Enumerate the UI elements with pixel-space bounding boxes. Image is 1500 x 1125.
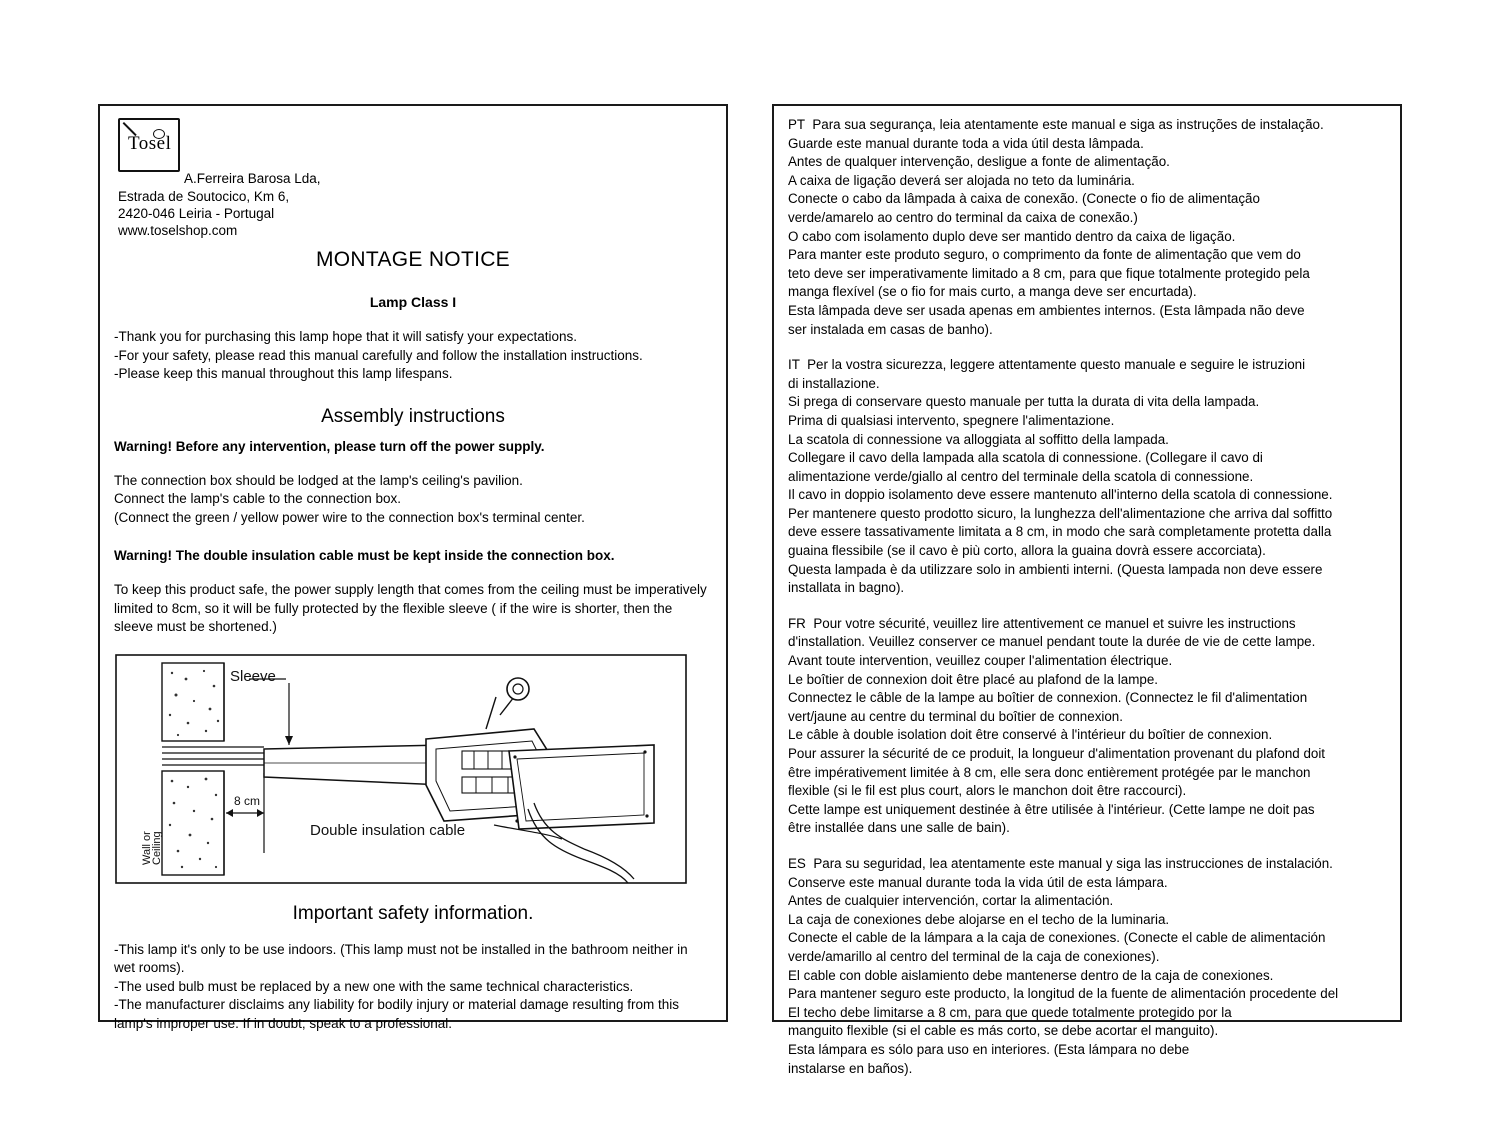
fr-line-12: être installée dans une salle de bain).: [788, 820, 1010, 836]
fr-line-7: Le câble à double isolation doit être conservé à l'intérieur du boîtier de connexion.: [788, 727, 1273, 743]
es-line-12: instalarse en baños).: [788, 1060, 913, 1076]
pt-line-10: manga flexível (se o fio for mais curto, a manga deve ser encurtada).: [788, 284, 1197, 300]
es-line-5: Conecte el cable de la lámpara a la caja de conexiones. (Conecte el cable de alimentación: [788, 930, 1326, 946]
safety-line-2: -The used bulb must be replaced by a new one with the same technical characteristics.: [114, 978, 634, 994]
intro-line-2: -For your safety, please read this manual carefully and follow the installation instructions.: [114, 347, 643, 363]
es-line-8: Para mantener seguro este producto, la longitud de la fuente de alimentación procedente del: [788, 986, 1339, 1002]
pt-line-6: verde/amarelo ao centro do terminal da caixa de conexão.): [788, 209, 1138, 225]
assembly-steps: [114, 472, 712, 528]
fr-line-3: Avant toute intervention, veuillez couper l'alimentation électrique.: [788, 653, 1173, 669]
warning-power-supply: Warning! Before any intervention, please turn off the power supply.: [114, 438, 545, 454]
it-line-2: di installazione.: [788, 375, 880, 391]
pt-line-12: ser instalada em casas de banho).: [788, 321, 993, 337]
assembly-step-2: Connect the lamp's cable to the connection box.: [114, 491, 402, 506]
measure-label: 8 cm: [234, 793, 261, 808]
it-line-11: guaina flessibile (se il cavo è più corto, allora la guaina dovrà essere accorciata).: [788, 543, 1266, 559]
it-line-1: Per la vostra sicurezza, leggere attentamente questo manuale e seguire le istruzioni: [807, 357, 1306, 373]
instruction-panel-english: [98, 104, 728, 1031]
language-code-es: ES: [788, 855, 806, 871]
it-line-7: alimentazione verde/giallo al centro del terminale della scatola di connessione.: [788, 468, 1254, 484]
tosel-logo-icon: [118, 118, 180, 172]
pt-line-1: Para sua segurança, leia atentamente este manual e siga as instruções de instalação.: [812, 117, 1324, 132]
intro-paragraph: [114, 328, 712, 384]
instruction-panel-translations: [772, 104, 1402, 1076]
pt-line-7: O cabo com isolamento duplo deve ser mantido dentro da caixa de ligação.: [788, 228, 1236, 244]
intro-line-3: -Please keep this manual throughout this lamp lifespans.: [114, 366, 453, 381]
language-block-pt: [788, 116, 1386, 339]
safety-line-1: -This lamp it's only to be use indoors. (This lamp must not be installed in the bathroom neither in wet rooms).: [114, 941, 688, 975]
pt-line-3: Antes de qualquer intervenção, desligue a fonte de alimentação.: [788, 154, 1170, 170]
pt-line-8: Para manter este produto seguro, o comprimento da fonte de alimentação que vem do: [788, 247, 1301, 263]
it-line-5: La scatola di connessione va alloggiata al soffitto della lampada.: [788, 431, 1169, 447]
safety-length-paragraph: To keep this product safe, the power supply length that comes from the ceiling must be imperatively limited to 8cm, so it will be fully protected by the flexible sleeve ( if the wire is shorter, then the sleeve must be shortened.): [114, 582, 707, 634]
fr-line-6: vert/jaune au centre du terminal du boîtier de connexion.: [788, 708, 1123, 724]
page-title: MONTAGE NOTICE: [316, 248, 510, 271]
fr-line-4: Le boîtier de connexion doit être placé au plafond de la lampe.: [788, 671, 1158, 687]
address-line-2: 2420-046 Leiria - Portugal: [118, 206, 275, 221]
safety-line-3: -The manufacturer disclaims any liability for bodily injury or material damage resulting from this lamp's improper use. If in doubt; speak to a professional.: [114, 997, 679, 1031]
fr-line-11: Cette lampe est uniquement destinée à être utilisée à l'intérieur. (Cette lampe ne doit pas: [788, 801, 1315, 817]
lamp-class-subtitle: Lamp Class I: [369, 294, 457, 310]
logo-ring-icon: [153, 129, 165, 139]
safety-info-heading: Important safety information.: [292, 902, 534, 924]
it-line-12: Questa lampada è da utilizzare solo in ambienti interni. (Questa lampada non deve essere: [788, 561, 1323, 577]
company-name: A.Ferreira Barosa Lda,: [184, 171, 321, 186]
sleeve-label-text: Sleeve: [230, 667, 276, 685]
fr-line-2: d'installation. Veuillez conserver ce manuel pendant toute la durée de vie de cette lampe.: [788, 634, 1316, 650]
es-line-6: verde/amarillo al centro del terminal de la caja de conexiones).: [788, 948, 1160, 964]
es-line-10: manguito flexible (si el cable es más corto, se debe acortar el manguito).: [788, 1023, 1219, 1039]
es-line-9: El techo debe limitarse a 8 cm, para que quede totalmente protegido por la: [788, 1004, 1232, 1020]
it-line-8: Il cavo in doppio isolamento deve essere mantenuto all'interno della scatola di connessione.: [788, 487, 1333, 503]
it-line-3: Si prega di conservare questo manuale per tutta la durata di vita della lampada.: [788, 394, 1260, 410]
fr-line-1: Pour votre sécurité, veuillez lire attentivement ce manuel et suivre les instructions: [813, 615, 1296, 631]
it-line-10: deve essere tassativamente limitata a 8 cm, in modo che sarà completamente protetta dalla: [788, 524, 1332, 540]
pt-line-9: teto deve ser imperativamente limitado a 8 cm, para que fique totalmente protegido pela: [788, 265, 1310, 281]
language-code-pt: PT: [788, 117, 805, 132]
cable-label-text: Double insulation cable: [310, 821, 466, 839]
it-line-13: installata in bagno).: [788, 580, 905, 596]
logo-wordmark: Tosel: [128, 133, 172, 154]
language-block-es: [788, 855, 1386, 1078]
wall-label-line1: Wall or: [141, 830, 153, 865]
es-line-4: La caja de conexiones debe alojarse en el techo de la luminaria.: [788, 911, 1170, 927]
wall-label-line2: Ceiling: [151, 830, 163, 865]
it-line-4: Prima di qualsiasi intervento, spegnere l'alimentazione.: [788, 412, 1115, 428]
fr-line-9: être impérativement limitée à 8 cm, elle sera donc entièrement protégée par le manchon: [788, 764, 1311, 780]
safety-info-list: [114, 941, 712, 1034]
language-code-it: IT: [788, 357, 800, 373]
address-line-1: Estrada de Soutocico, Km 6,: [118, 189, 290, 204]
pt-line-2: Guarde este manual durante toda a vida útil desta lâmpada.: [788, 135, 1144, 151]
assembly-heading: Assembly instructions: [321, 405, 505, 427]
pt-line-4: A caixa de ligação deverá ser alojada no teto da luminária.: [788, 172, 1135, 188]
assembly-diagram: [114, 653, 712, 893]
assembly-diagram-svg: [114, 653, 714, 893]
it-line-6: Collegare il cavo della lampada alla scatola di connessione. (Collegare il cavo di: [788, 450, 1263, 466]
brand-header: [114, 116, 712, 238]
fr-line-10: flexible (si le fil est plus court, alors le manchon doit être raccourci).: [788, 783, 1187, 799]
es-line-2: Conserve este manual durante toda la vida útil de esta lámpara.: [788, 874, 1168, 890]
es-line-3: Antes de cualquier intervención, cortar la alimentación.: [788, 893, 1114, 909]
company-website: www.toselshop.com: [118, 223, 238, 238]
warning-double-insulation: Warning! The double insulation cable must be kept inside the connection box.: [114, 548, 615, 563]
fr-line-5: Connectez le câble de la lampe au boîtier de connexion. (Connectez le fil d'alimentation: [788, 690, 1308, 706]
fr-line-8: Pour assurer la sécurité de ce produit, la longueur d'alimentation provenant du plafond doit: [788, 746, 1326, 761]
company-address: [118, 188, 289, 239]
pt-line-5: Conecte o cabo da lâmpada à caixa de conexão. (Conecte o fio de alimentação: [788, 191, 1260, 207]
intro-line-1: -Thank you for purchasing this lamp hope that it will satisfy your expectations.: [114, 329, 577, 344]
language-block-it: [788, 356, 1386, 598]
pt-line-11: Esta lâmpada deve ser usada apenas em ambientes internos. (Esta lâmpada não deve: [788, 302, 1305, 318]
es-line-11: Esta lámpara es sólo para uso en interiores. (Esta lámpara no debe: [788, 1041, 1190, 1057]
language-code-fr: FR: [788, 615, 806, 631]
es-line-7: El cable con doble aislamiento debe mantenerse dentro de la caja de conexiones.: [788, 967, 1274, 983]
assembly-step-1: The connection box should be lodged at the lamp's ceiling's pavilion.: [114, 472, 523, 488]
it-line-9: Per mantenere questo prodotto sicuro, la lunghezza dell'alimentazione che arriva dal soffitto: [788, 505, 1333, 521]
language-block-fr: [788, 615, 1386, 838]
es-line-1: Para su seguridad, lea atentamente este manual y siga las instrucciones de instalación.: [813, 855, 1333, 871]
assembly-step-3: (Connect the green / yellow power wire to the connection box's terminal center.: [114, 509, 585, 525]
